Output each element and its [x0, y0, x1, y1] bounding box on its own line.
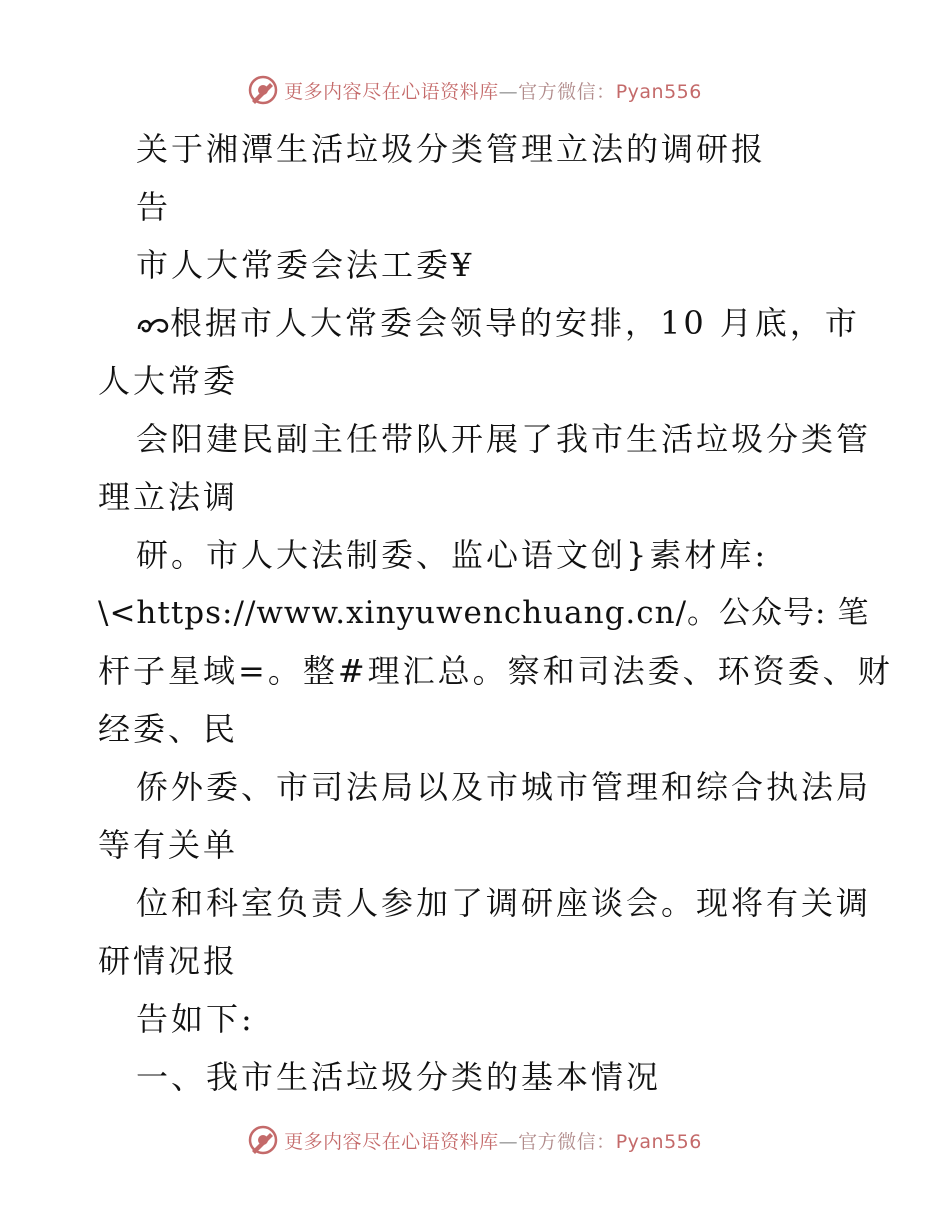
doc-paragraph-text: 根据市人大常委会领导的安排，10 月底，市 [170, 304, 860, 342]
doc-paragraph-line: 研。市人大法制委、监心语文创}素材库: [136, 536, 769, 574]
doc-paragraph-line: 理立法调 [98, 478, 239, 516]
doc-paragraph-line: 位和科室负责人参加了调研座谈会。现将有关调 [136, 884, 872, 922]
watermark-text: 更多内容尽在心语资料库—官方微信：Pyan556 [284, 1130, 702, 1153]
watermark-footer [0, 1120, 950, 1160]
doc-paragraph-line: 人大常委 [98, 362, 239, 400]
doc-paragraph-line: 侨外委、市司法局以及市城市管理和综合执法局 [136, 768, 872, 806]
watermark-text: 更多内容尽在心语资料库—官方微信：Pyan556 [284, 80, 702, 103]
watermark-header [0, 70, 950, 110]
doc-paragraph-line: 研情况报 [98, 942, 239, 980]
doc-paragraph-line [98, 294, 858, 352]
doc-paragraph-line: 会阳建民副主任带队开展了我市生活垃圾分类管 [136, 420, 872, 458]
doc-section-heading: 一、我市生活垃圾分类的基本情况 [136, 1058, 662, 1096]
doc-title-line-1: 关于湘潭生活垃圾分类管理立法的调研报 [136, 130, 767, 168]
doc-paragraph-line: 等有关单 [98, 826, 239, 864]
doc-paragraph-line: 经委、民 [98, 710, 239, 748]
doc-title-line-2: 告 [136, 188, 172, 226]
doc-url-line: \<https://www.xinyuwenchuang.cn/。公众号: 笔 [98, 595, 870, 631]
document-body [98, 120, 893, 1106]
doc-author: 市人大常委会法工委¥ [136, 246, 475, 284]
doc-paragraph-line: 告如下: [136, 1000, 255, 1038]
pen-logo-icon [248, 1125, 278, 1155]
pen-logo-icon [248, 75, 278, 105]
doc-paragraph-line: 杆子星域=。整#理汇总。察和司法委、环资委、财 [98, 652, 893, 690]
swirl-glyph-icon [136, 314, 170, 336]
